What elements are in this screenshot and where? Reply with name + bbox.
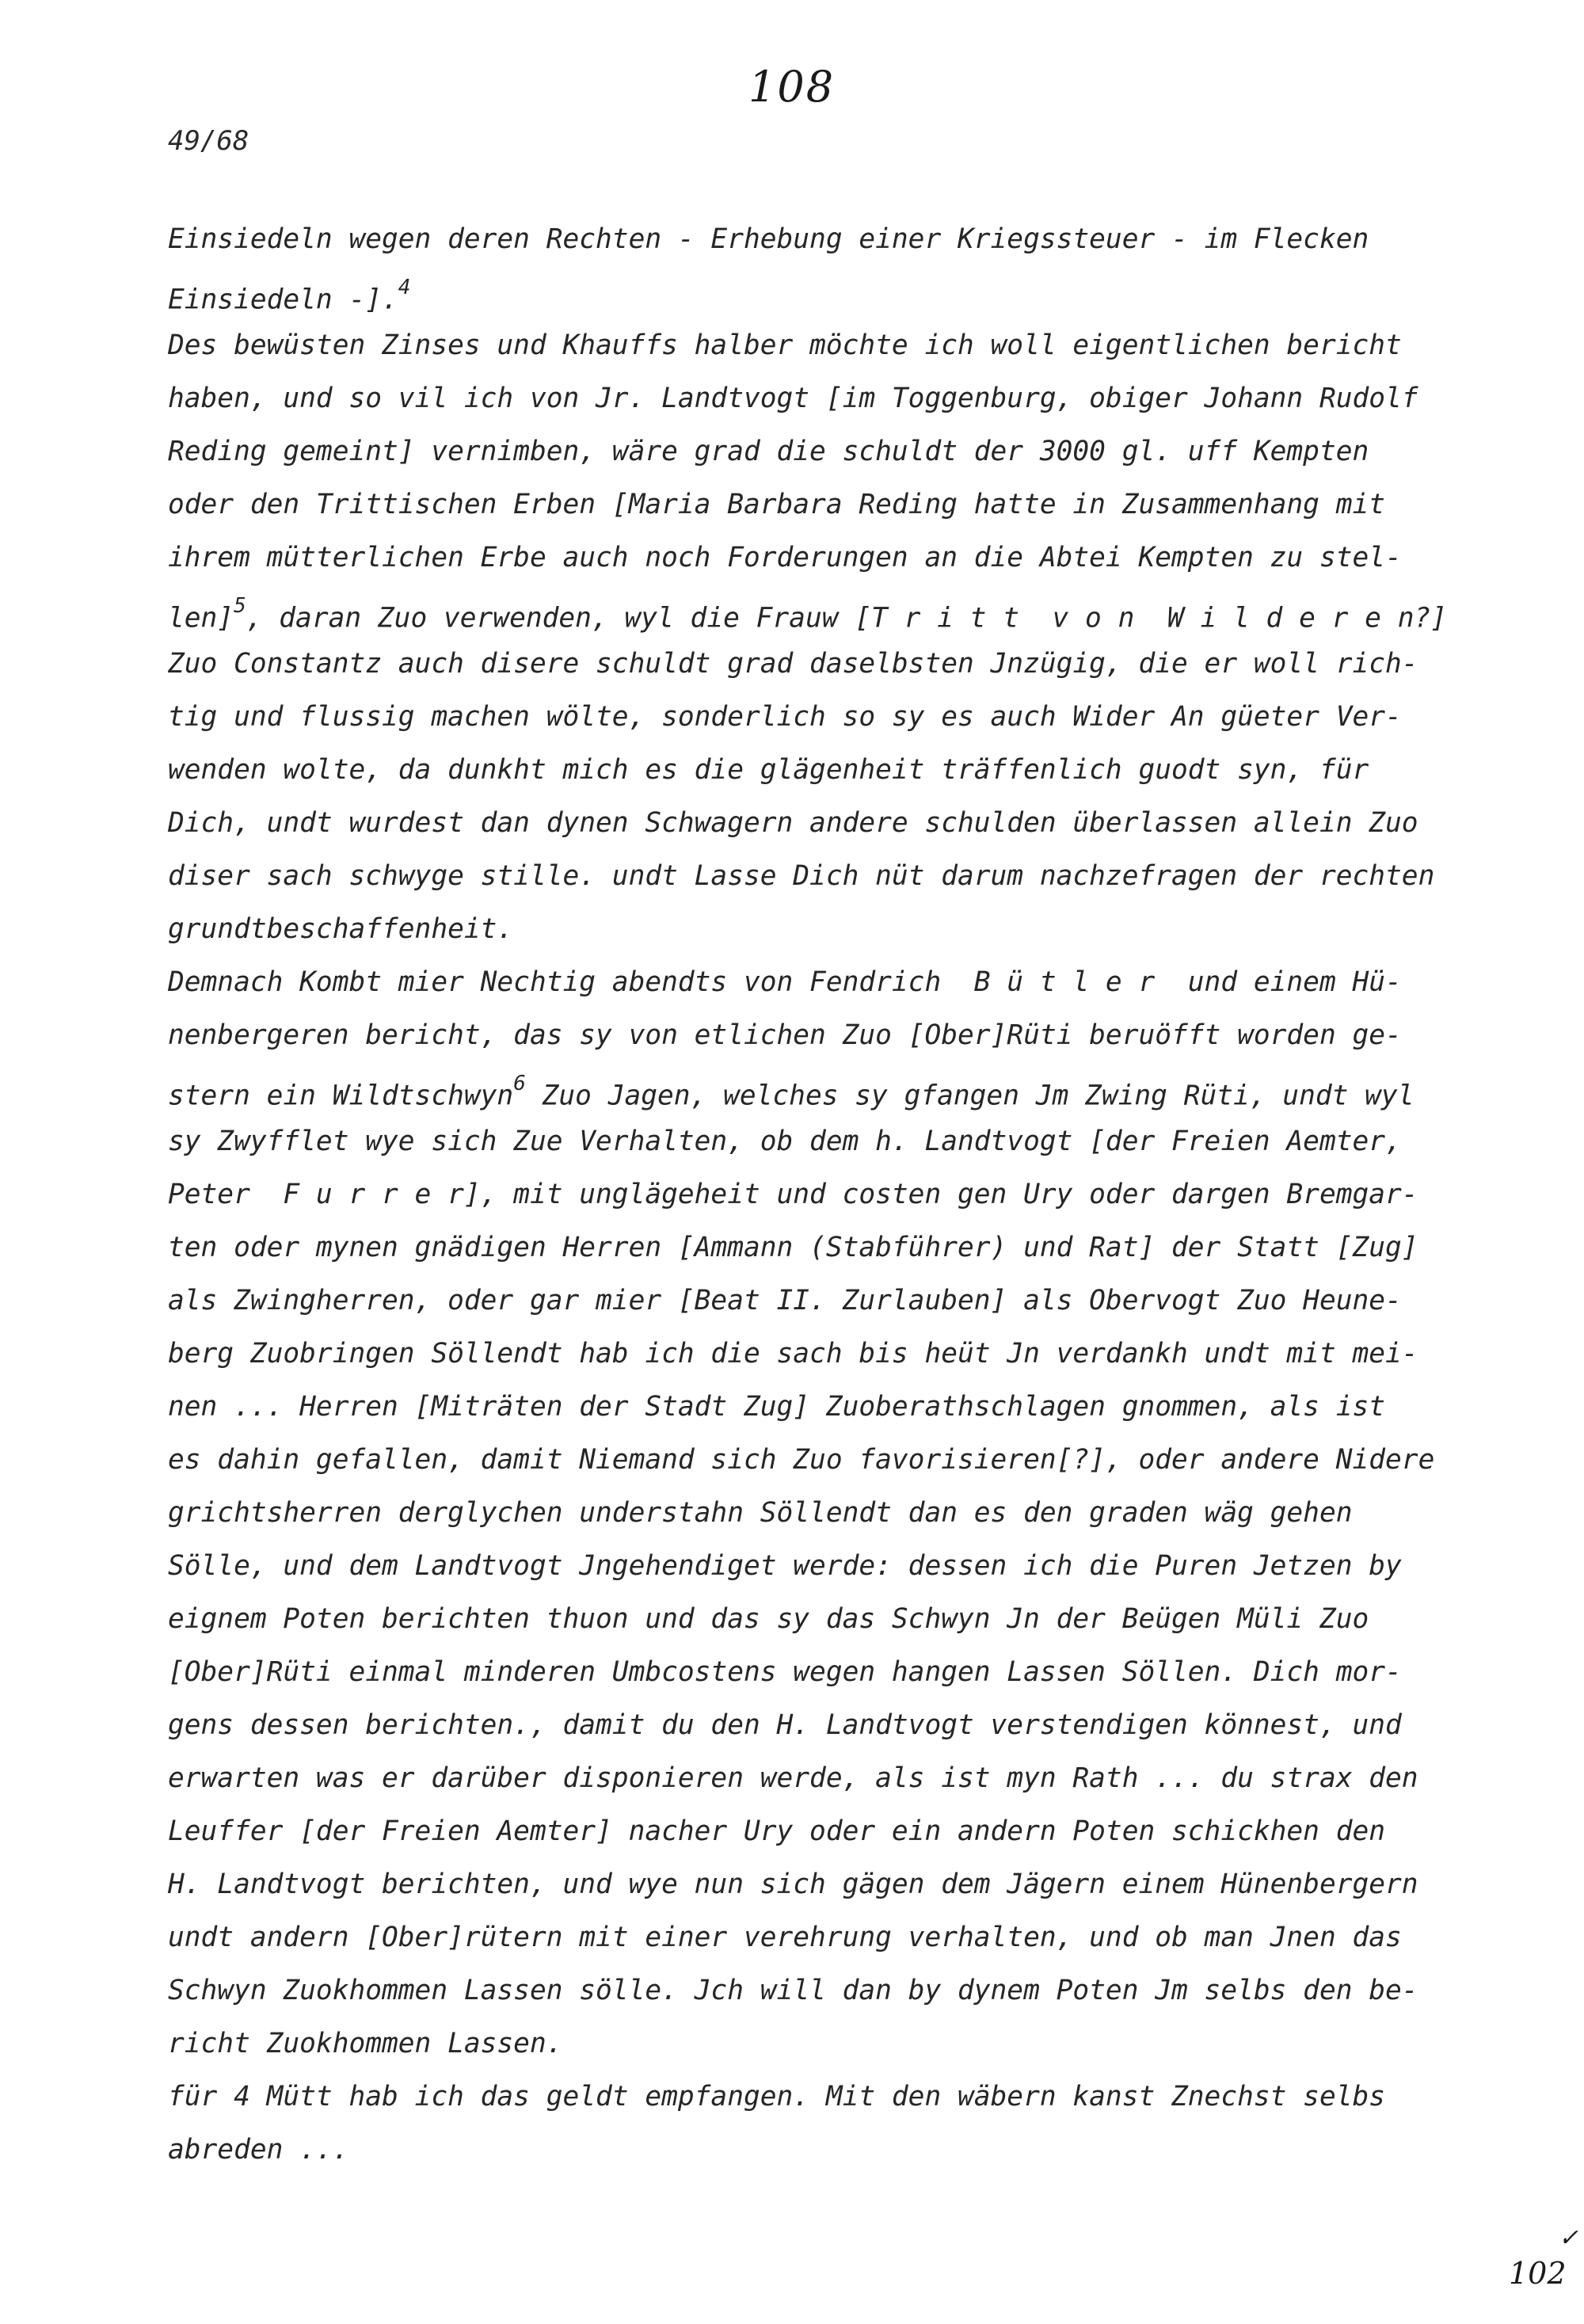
text-line: Leuffer [der Freien Aemter] nacher Ury oder ein andern Poten schickhen den [168,1815,1386,1847]
text-line: sy Zwyfflet wye sich Zue Verhalten, ob dem h. Landtvogt [der Freien Aemter, [168,1126,1402,1157]
text-line: berg Zuobringen Söllendt hab ich die sach bis heüt Jn verdankh undt mit mei- [168,1338,1418,1370]
text-line-content: , daran Zuo verwenden, wyl die Frauw [T r i t t v o n W i l d e r e n?] [246,602,1448,634]
text-line: abreden ... [168,2134,349,2166]
text-line: haben, und so vil ich von Jr. Landtvogt [im Toggenburg, obiger Johann Rudolf [168,383,1418,414]
text-line: Demnach Kombt mier Nechtig abendts von Fendrich B ü t l e r und einem Hü- [168,966,1402,998]
text-line: nenbergeren bericht, das sy von etlichen Zuo [Ober]Rüti beruöfft worden ge- [168,1019,1402,1051]
text-line: Schwyn Zuokhommen Lassen sölle. Jch will dan by dynem Poten Jm selbs den be- [168,1975,1418,2006]
text-line: erwarten was er darüber disponieren werde, als ist myn Rath ... du strax den [168,1762,1418,1794]
footnote-marker: 5 [234,594,246,618]
text-line: oder den Trittischen Erben [Maria Barbara Reding hatte in Zusammenhang mit [168,489,1386,520]
text-line: H. Landtvogt berichten, und wye nun sich gägen dem Jägern einem Hünenbergern [168,1869,1418,1900]
text-line-content: stern ein Wildtschwyn [168,1080,514,1112]
text-line: für 4 Mütt hab ich das geldt empfangen. Mit den wäbern kanst Znechst selbs [168,2081,1386,2113]
text-line: es dahin gefallen, damit Niemand sich Zuo favorisieren[?], oder andere Nidere [168,1444,1435,1476]
text-line: richt Zuokhommen Lassen. [168,2028,563,2059]
text-line: grundtbeschaffenheit. [168,913,514,945]
text-line-content: len] [168,602,234,634]
text-line: ihrem mütterlichen Erbe auch noch Forderungen an die Abtei Kempten zu stel- [168,542,1402,573]
text-line [168,593,1447,636]
check-mark-icon: ✓ [1559,2224,1579,2252]
text-line: nen ... Herren [Miträten der Stadt Zug] Zuoberathschlagen gnommen, als ist [168,1391,1386,1423]
text-line: ten oder mynen gnädigen Herren [Ammann (Stabführer) und Rat] der Statt [Zug] [168,1232,1418,1263]
text-line-content: Zuo Jagen, welches sy gfangen Jm Zwing Rüti, undt wyl [525,1080,1415,1112]
text-line: Dich, undt wurdest dan dynen Schwagern andere schulden überlassen allein Zuo [168,807,1418,839]
text-line-content: Einsiedeln -]. [168,284,398,316]
text-line: eignem Poten berichten thuon und das sy das Schwyn Jn der Beügen Müli Zuo [168,1603,1369,1635]
text-line: Reding gemeint] vernimben, wäre grad die schuldt der 3000 gl. uff Kempten [168,436,1369,467]
text-line: undt andern [Ober]rütern mit einer verehrung verhalten, und ob man Jnen das [168,1922,1402,1953]
text-line [168,1071,1414,1114]
text-line: grichtsherren derglychen understahn Söllendt dan es den graden wäg gehen [168,1497,1353,1529]
text-line: als Zwingherren, oder gar mier [Beat II. Zurlauben] als Obervogt Zuo Heune- [168,1285,1402,1316]
text-line: tig und flussig machen wölte, sonderlich so sy es auch Wider An güeter Ver- [168,701,1402,733]
text-line [168,275,410,318]
text-line: gens dessen berichten., damit du den H. Landtvogt verstendigen könnest, und [168,1709,1402,1741]
text-line: Zuo Constantz auch disere schuldt grad daselbsten Jnzügig, die er woll rich- [168,648,1418,680]
text-line: Einsiedeln wegen deren Rechten - Erhebung einer Kriegssteuer - im Flecken [168,223,1369,255]
footnote-marker: 6 [513,1072,526,1095]
archive-reference: 49/68 [168,125,249,157]
corner-folio-note: 102 [1509,2256,1567,2291]
footnote-marker: 4 [398,276,411,299]
text-line: diser sach schwyge stille. undt Lasse Dich nüt darum nachzefragen der rechten [168,860,1435,892]
page-number: 108 [748,62,836,112]
text-line: [Ober]Rüti einmal minderen Umbcostens wegen hangen Lassen Söllen. Dich mor- [168,1656,1402,1688]
text-line: wenden wolte, da dunkht mich es die glägenheit träffenlich guodt syn, für [168,754,1369,786]
text-line: Peter F u r r e r], mit unglägeheit und costen gen Ury oder dargen Bremgar- [168,1179,1418,1210]
text-line: Des bewüsten Zinses und Khauffs halber möchte ich woll eigentlichen bericht [168,330,1402,361]
text-line: Sölle, und dem Landtvogt Jngehendiget werde: dessen ich die Puren Jetzen by [168,1550,1402,1582]
